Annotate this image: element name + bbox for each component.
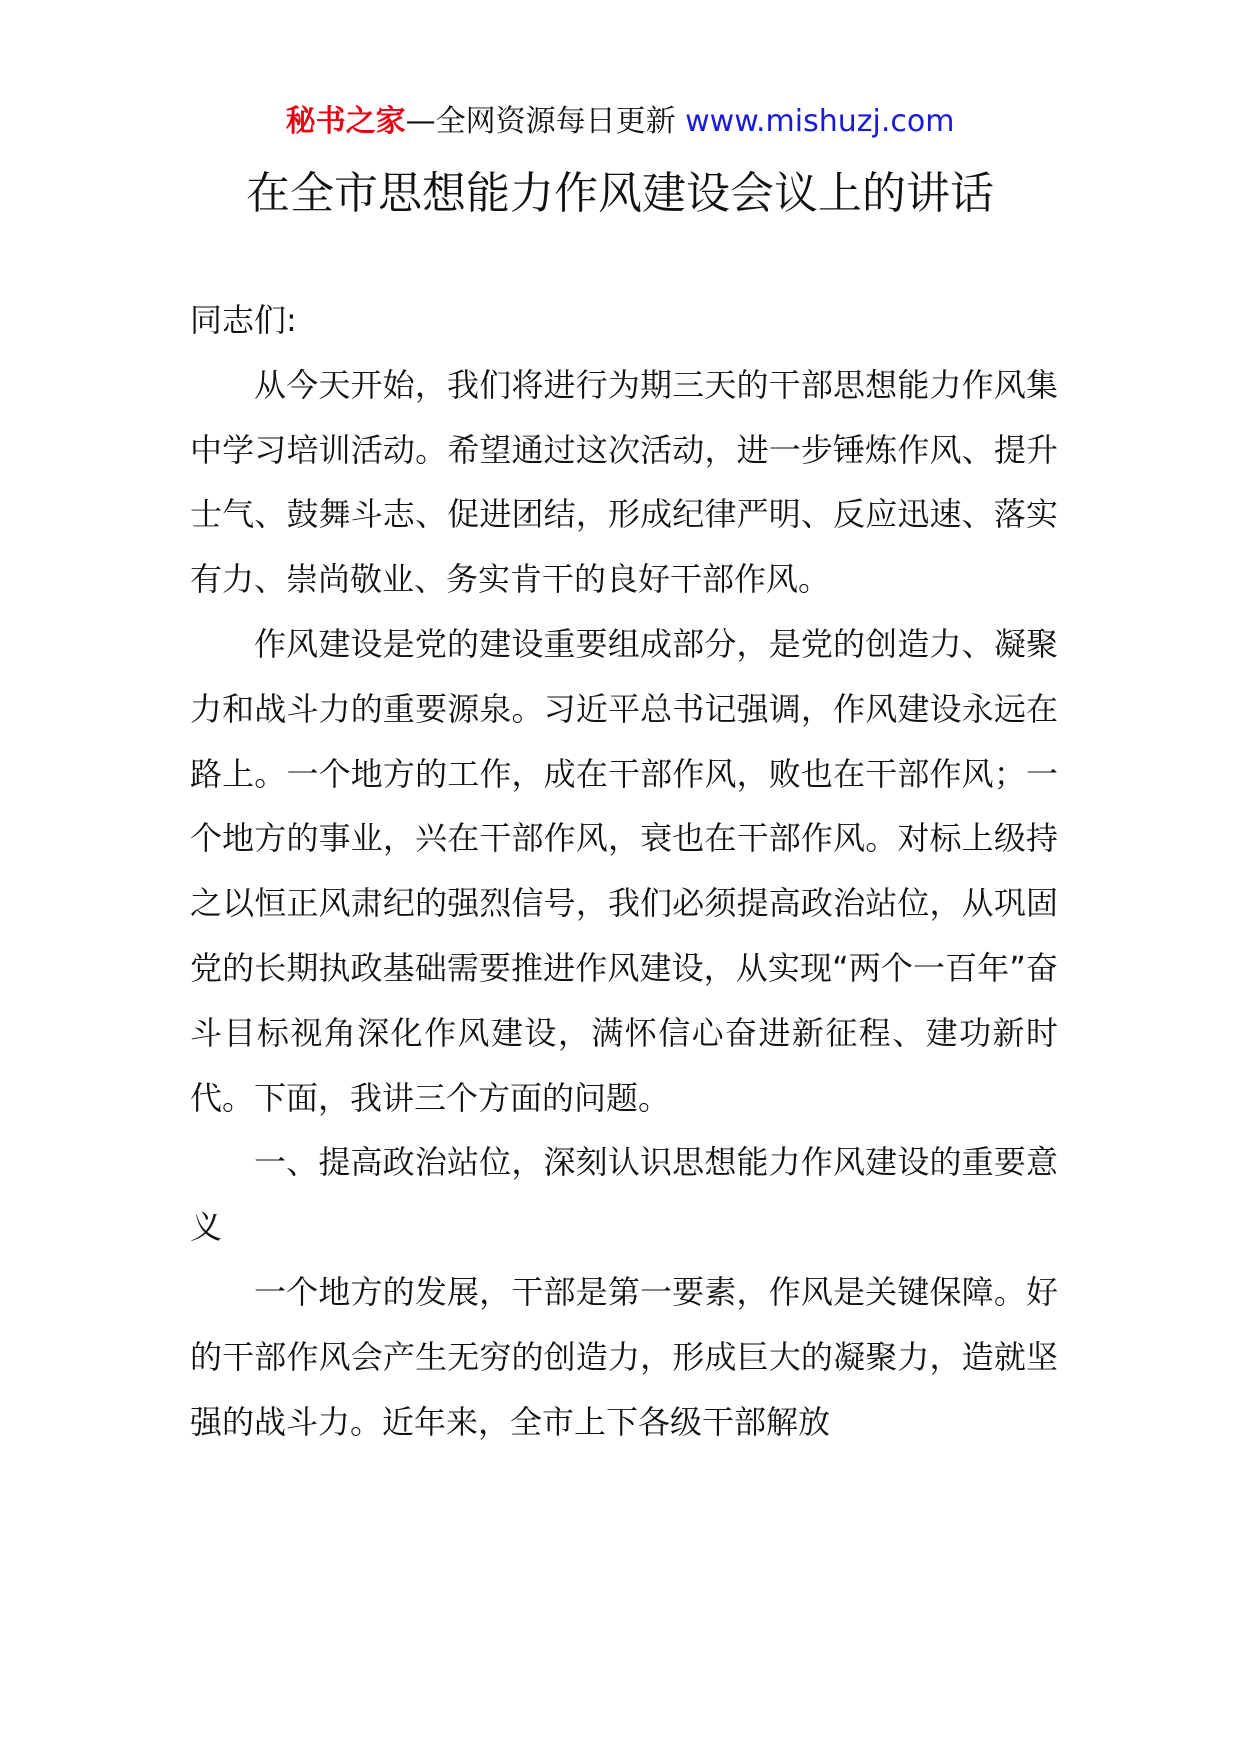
paragraph: 一个地方的发展，干部是第一要素，作风是关键保障。好的干部作风会产生无穷的创造力，形成巨大的凝聚力，造就坚强的战斗力。近年来，全市上下各级干部解放: [190, 1272, 1058, 1441]
section-heading: 一、提高政治站位，深刻认识思想能力作风建设的重要意义: [190, 1143, 1058, 1247]
document-body: [190, 288, 1058, 1454]
paragraph: 作风建设是党的建设重要组成部分，是党的创造力、凝聚力和战斗力的重要源泉。习近平总书记强调，作风建设永远在路上。一个地方的工作，成在干部作风，败也在干部作风；一个地方的事业，兴在干部作风，衰也在干部作风。对标上级持之以恒正风肃纪的强烈信号，我们必须提高政治站位，从巩固党的长期执政基础需要推进作风建设，从实现“两个一百年”奋斗目标视角深化作风建设，满怀信心奋进新征程、建功新时代。下面，我讲三个方面的问题。: [190, 624, 1058, 1117]
site-header: [0, 100, 1240, 144]
brand-name: 秘书之家: [285, 104, 406, 139]
site-url-link[interactable]: www.mishuzj.com: [685, 104, 955, 139]
site-tagline: —全网资源每日更新: [405, 104, 676, 139]
paragraph: 从今天开始，我们将进行为期三天的干部思想能力作风集中学习培训活动。希望通过这次活动，进一步锤炼作风、提升士气、鼓舞斗志、促进团结，形成纪律严明、反应迅速、落实有力、崇尚敬业、务实肯干的良好干部作风。: [190, 365, 1058, 599]
salutation: 同志们:: [190, 301, 297, 339]
document-title: 在全市思想能力作风建设会议上的讲话: [246, 168, 994, 219]
